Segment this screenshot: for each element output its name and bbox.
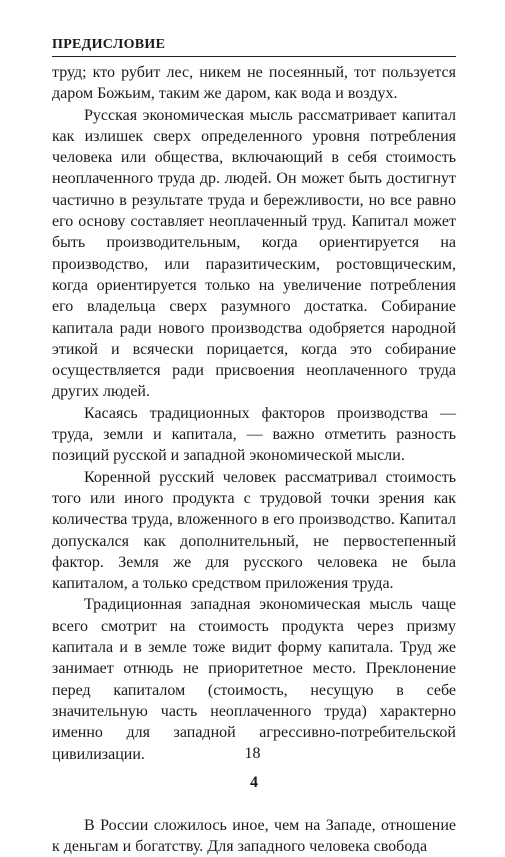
paragraph: Традиционная западная экономическая мысль чаще всего смотрит на стоимость продукта через призму капитала и в земле тоже видит форму капитала. Труд же занимает отнюдь не приоритетное место. Преклонение перед капиталом (стоимость, несущую в себе значительную часть неоплаченного труда) характерно именно для западной агрессивно-потребительской цивилизации. (52, 596, 456, 763)
paragraph: Касаясь традиционных факторов производства — труда, земли и капитала, — важно отметить разность позиций русской и западной экономической мысли. (52, 404, 456, 465)
paragraph: Русская экономическая мысль рассматривает капитал как излишек сверх определенного уровня потребления человека или общества, включающий в себя стоимость неоплаченного труда др. людей. Он может быть достигнут частично в результате труда и бережливости, но все равно его основу составляет неоплаченный труд. Капитал может быть производительным, когда ориентируется на производство, или паразитическим, ростовщическим, когда ориентируется только на увеличение потребления его владельца сверх разумного достатка. Собирание капитала ради нового производства одобряется народной этикой и всячески порицается, когда это собирание осуществляется ради присвоения неоплаченного труда других людей. (52, 106, 456, 401)
paragraph: Коренной русский человек рассматривал стоимость того или иного продукта с трудовой точки зрения как количества труда, вложенного в его производство. Капитал допускался как дополнительный, не первостепенный фактор. Земля же для русского человека не была капиталом, а только средством приложения труда. (52, 468, 456, 593)
running-head: ПРЕДИСЛОВИЕ (52, 37, 166, 52)
body-text (52, 62, 456, 857)
header-rule (52, 56, 456, 57)
section-gap (52, 801, 456, 815)
page-number: 18 (244, 745, 261, 762)
section-number: 4 (250, 773, 258, 791)
paragraph: труд; кто рубит лес, никем не посеянный, тот пользуется даром Божьим, таким же даром, как вода и воздух. (52, 64, 456, 103)
paragraph: В России сложилось иное, чем на Западе, отношение к деньгам и богатству. Для западного человека свобода (52, 816, 456, 856)
